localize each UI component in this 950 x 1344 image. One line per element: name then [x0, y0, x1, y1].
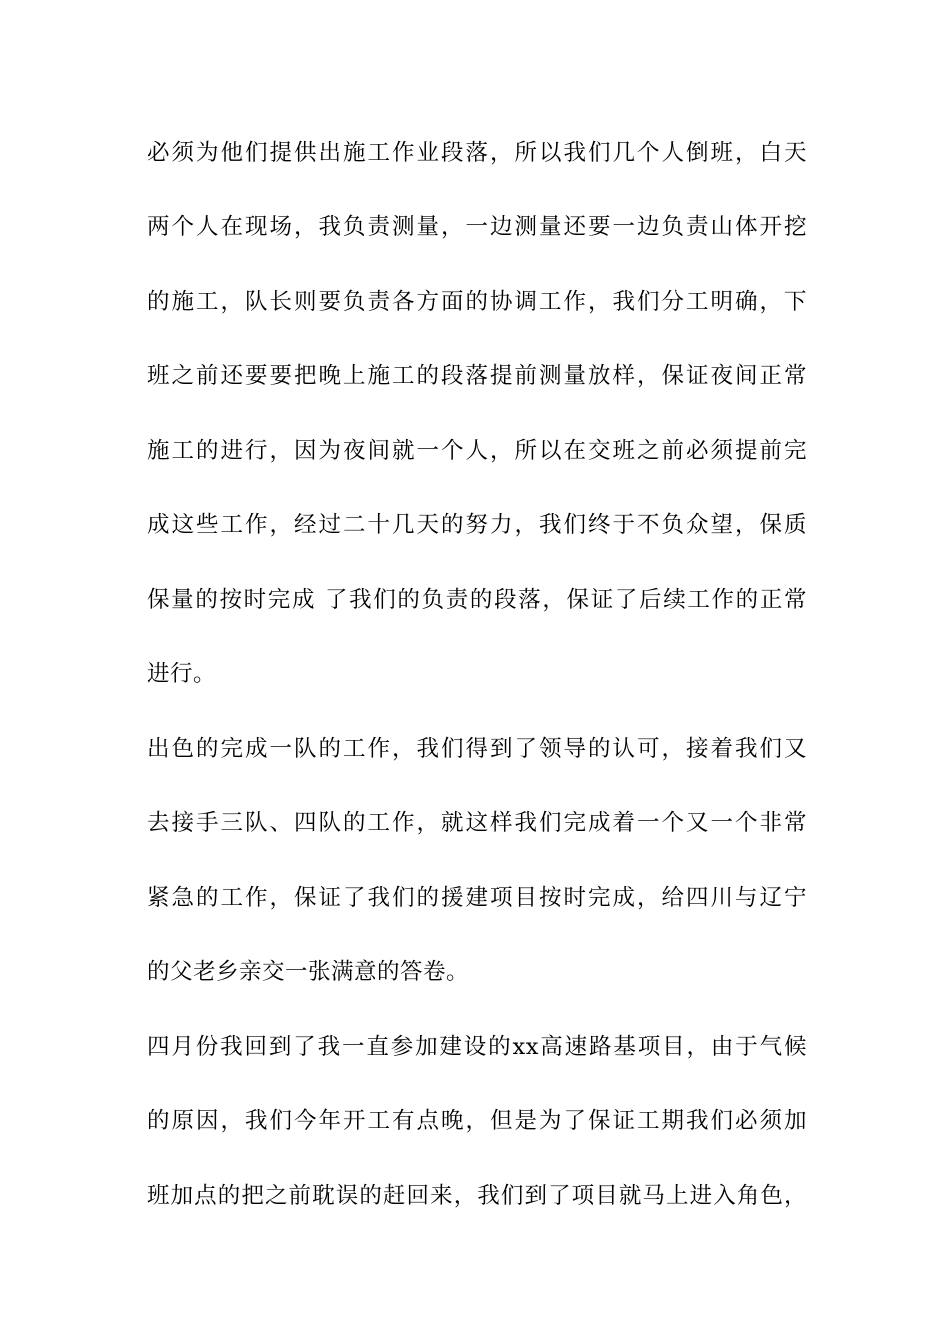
- paragraph-1-line-2: 两个人在现场，我负责测量，一边测量还要一边负责山体开挖: [147, 214, 807, 240]
- paragraph-1-line-7: 保量的按时完成 了我们的负责的段落，保证了后续工作的正常: [147, 587, 807, 613]
- paragraph-2-line-2: 去接手三队、四队的工作，就这样我们完成着一个又一个非常: [147, 810, 807, 836]
- paragraph-3-line-2: 的原因，我们今年开工有点晚，但是为了保证工期我们必须加: [147, 1108, 807, 1134]
- paragraph-2-line-3: 紧急的工作，保证了我们的援建项目按时完成，给四川与辽宁: [147, 885, 807, 911]
- paragraph-1-line-4: 班之前还要要把晚上施工的段落提前测量放样，保证夜间正常: [147, 363, 807, 389]
- paragraph-2-line-1: 出色的完成一队的工作，我们得到了领导的认可，接着我们又: [147, 736, 807, 762]
- paragraph-2-line-4: 的父老乡亲交一张满意的答卷。: [147, 959, 470, 985]
- paragraph-1-line-5: 施工的进行，因为夜间就一个人，所以在交班之前必须提前完: [147, 438, 807, 464]
- paragraph-1-line-6: 成这些工作，经过二十几天的努力，我们终于不负众望，保质: [147, 512, 807, 538]
- paragraph-1-line-3: 的施工，队长则要负责各方面的协调工作，我们分工明确，下: [147, 289, 807, 315]
- paragraph-1-line-8: 进行。: [147, 661, 217, 687]
- paragraph-1-line-1: 必须为他们提供出施工作业段落，所以我们几个人倒班，白天: [147, 140, 807, 166]
- paragraph-3-line-1: 四月份我回到了我一直参加建设的xx高速路基项目，由于气候: [147, 1034, 807, 1060]
- paragraph-3-line-3: 班加点的把之前耽误的赶回来，我们到了项目就马上进入角色，: [147, 1183, 807, 1209]
